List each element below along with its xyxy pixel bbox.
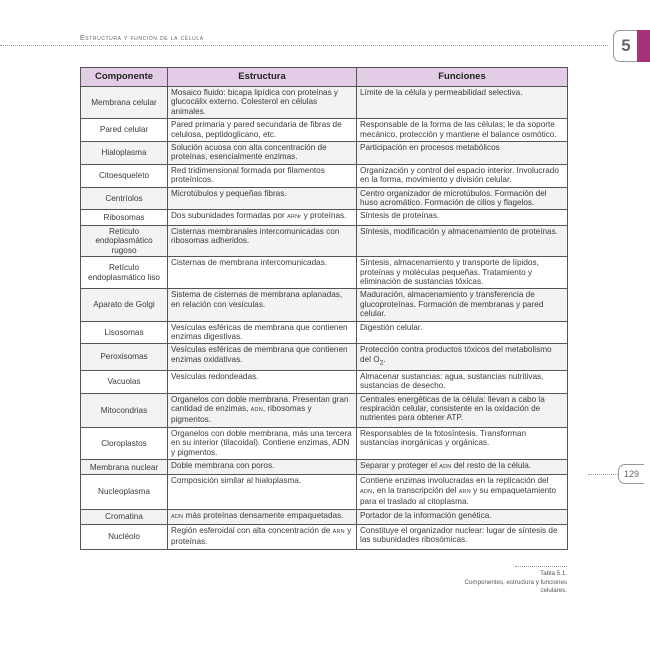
table-row: [81, 87, 568, 119]
column-header-estructura: Estructura: [168, 68, 357, 87]
structure-cell: Doble membrana con poros.: [168, 460, 357, 475]
structure-cell: Organelos con doble membrana. Presentan gran cantidad de enzimas, ADN, ribosomas y pigmentos.: [168, 393, 357, 427]
table-row: [81, 225, 568, 256]
function-cell: Maduración, almacenamiento y transferencia de glucoproteínas. Formación de membranas y pared celular.: [357, 289, 568, 321]
table-row: [81, 119, 568, 142]
component-name: Citoesqueleto: [81, 164, 168, 187]
function-cell: Responsable de la forma de las células; le da soporte mecánico, protección y mantiene el balance osmótico.: [357, 119, 568, 142]
structure-cell: Región esferoidal con alta concentración de ARN y proteínas.: [168, 525, 357, 550]
table-row: [81, 210, 568, 225]
table-row: [81, 475, 568, 509]
component-name: Membrana celular: [81, 87, 168, 119]
table-row: [81, 344, 568, 370]
function-cell: Separar y proteger el ADN del resto de la célula.: [357, 460, 568, 475]
function-cell: Síntesis, almacenamiento y transporte de lípidos, proteínas y moléculas pequeñas. Tratamiento y eliminación de sustancias tóxicas.: [357, 257, 568, 289]
table-row: [81, 257, 568, 289]
table-row: [81, 289, 568, 321]
caption-text: Componentes, estructura y funciones celulares.: [464, 578, 567, 594]
function-cell: Límite de la célula y permeabilidad selectiva.: [357, 87, 568, 119]
chapter-number-tab: 5: [613, 30, 638, 62]
component-name: Hialoplasma: [81, 142, 168, 165]
structure-cell: Cisternas de membrana intercomunicadas.: [168, 257, 357, 289]
component-name: Cloroplastos: [81, 427, 168, 459]
component-name: Retículo endoplasmático liso: [81, 257, 168, 289]
structure-cell: Organelos con doble membrana, más una tercera en su interior (tilacoidal). Contiene enzimas, ADN y pigmentos.: [168, 427, 357, 459]
structure-cell: Vesículas esféricas de membrana que contienen enzimas digestivas.: [168, 321, 357, 344]
component-name: Aparato de Golgi: [81, 289, 168, 321]
component-name: Mitocondrias: [81, 393, 168, 427]
table-row: [81, 427, 568, 459]
component-name: Retículo endoplasmático rugoso: [81, 225, 168, 256]
function-cell: Digestión celular.: [357, 321, 568, 344]
table-row: [81, 393, 568, 427]
function-cell: Síntesis de proteínas.: [357, 210, 568, 225]
function-cell: Almacenar sustancias: agua, sustancias nutritivas, sustancias de desecho.: [357, 370, 568, 393]
function-cell: Síntesis, modificación y almacenamiento de proteínas.: [357, 225, 568, 256]
cell-components-table: [80, 67, 568, 550]
chapter-accent-bar: [637, 30, 650, 62]
component-name: Peroxisomas: [81, 344, 168, 370]
function-cell: Participación en procesos metabólicos: [357, 142, 568, 165]
component-name: Nucléolo: [81, 525, 168, 550]
structure-cell: Mosaico fluido: bicapa lipídica con proteínas y glucocálix externo. Colesterol en células animales.: [168, 87, 357, 119]
component-name: Pared celular: [81, 119, 168, 142]
structure-cell: Solución acuosa con alta concentración de proteínas, esencialmente enzimas.: [168, 142, 357, 165]
function-cell: Protección contra productos tóxicos del metabolismo del $O_2$.: [357, 344, 568, 370]
table-row: [81, 142, 568, 165]
component-name: Ribosomas: [81, 210, 168, 225]
page-number: 129: [618, 464, 644, 484]
table-row: [81, 370, 568, 393]
table-caption: [440, 570, 567, 596]
caption-number: Tabla 5.1.: [540, 570, 567, 577]
header-divider: [0, 45, 608, 46]
table-row: [81, 509, 568, 524]
table-row: [81, 460, 568, 475]
component-name: Cromatina: [81, 509, 168, 524]
function-cell: Contiene enzimas involucradas en la replicación del ADN, en la transcripción del ARN y su empaquetamiento para el traslado al citoplasma.: [357, 475, 568, 509]
structure-cell: Sistema de cisternas de membrana aplanadas, en relación con vesículas.: [168, 289, 357, 321]
page-number-rule: [588, 474, 618, 475]
structure-cell: Composición similar al hialoplasma.: [168, 475, 357, 509]
function-cell: Centro organizador de microtúbulos. Formación del huso acromático. Formación de cilios y flagelos.: [357, 187, 568, 210]
structure-cell: Cisternas membranales intercomunicadas con ribosomas adheridos.: [168, 225, 357, 256]
structure-cell: Vesículas redondeadas.: [168, 370, 357, 393]
function-cell: Responsables de la fotosíntesis. Transforman sustancias inorgánicas y orgánicas.: [357, 427, 568, 459]
table-row: [81, 321, 568, 344]
structure-cell: Red tridimensional formada por filamentos proteínicos.: [168, 164, 357, 187]
structure-cell: ADN más proteínas densamente empaquetadas.: [168, 509, 357, 524]
function-cell: Constituye el organizador nuclear: lugar de síntesis de las subunidades ribosómicas.: [357, 525, 568, 550]
component-name: Vacuolas: [81, 370, 168, 393]
running-header-title: Estructura y función de la célula: [80, 35, 204, 42]
function-cell: Organización y control del espacio interior. Involucrado en la forma, movimiento y división celular.: [357, 164, 568, 187]
structure-cell: Dos subunidades formadas por ARNr y proteínas.: [168, 210, 357, 225]
table-row: [81, 164, 568, 187]
structure-cell: Pared primaria y pared secundaria de fibras de celulosa, peptidoglicano, etc.: [168, 119, 357, 142]
function-cell: Centrales energéticas de la célula: llevan a cabo la respiración celular, consistente en la oxidación de nutrientes para obtener ATP.: [357, 393, 568, 427]
component-name: Centríolos: [81, 187, 168, 210]
structure-cell: Microtúbulos y pequeñas fibras.: [168, 187, 357, 210]
column-header-funciones: Funciones: [357, 68, 568, 87]
caption-divider: [515, 566, 567, 567]
column-header-componente: Componente: [81, 68, 168, 87]
component-name: Lisosomas: [81, 321, 168, 344]
function-cell: Portador de la información genética.: [357, 509, 568, 524]
table-row: [81, 187, 568, 210]
component-name: Nucleoplasma: [81, 475, 168, 509]
structure-cell: Vesículas esféricas de membrana que contienen enzimas oxidativas.: [168, 344, 357, 370]
table-row: [81, 525, 568, 550]
component-name: Membrana nuclear: [81, 460, 168, 475]
table-header-row: [81, 68, 568, 87]
